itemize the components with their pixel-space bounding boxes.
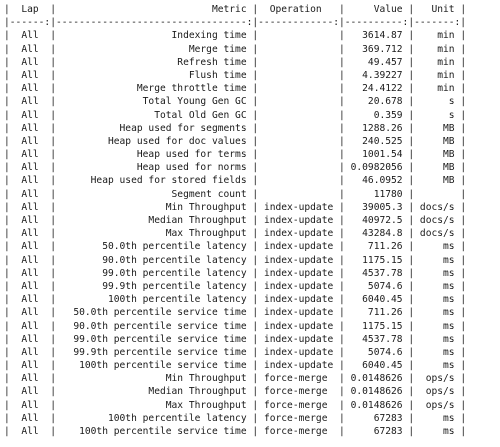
cell-unit [414,189,460,200]
cell-lap: All [9,267,51,279]
cell-lap: All [9,241,51,253]
cell-lap: All [9,360,51,372]
cell-operation: force-merge [258,412,340,424]
cell-lap: All [9,333,51,345]
cell-metric: 100th percentile service time [56,426,253,437]
cell-value: 40972.5 [344,215,409,226]
cell-unit: MB [414,162,461,174]
cell-lap: All [9,215,51,226]
cell-operation: index-update [258,201,340,213]
cell-metric: 99.9th percentile latency [56,280,253,292]
table-row: | All | 50.0th percentile latency | index-update | 711.26 | ms | [4,241,467,253]
cell-unit: ms [414,254,461,266]
header-separator: |------:|---------------------------------:|-------------:|----------:|-------:| [4,17,467,29]
cell-unit: MB [414,135,461,147]
cell-lap: All [9,254,51,266]
table-row: | All | 100th percentile service time | index-update | 6040.45 | ms | [4,360,467,372]
cell-unit: ms [414,320,461,332]
cell-unit: ms [414,333,461,345]
cell-operation: force-merge [258,373,340,385]
cell-metric: Max Throughput [56,399,253,411]
table-row: | All | Total Old Gen GC | | 0.359 | s | [4,109,467,121]
cell-operation: index-update [258,280,340,292]
table-row: | All | 99.0th percentile service time | index-update | 4537.78 | ms | [4,333,467,345]
cell-value: 24.4122 [344,83,409,95]
cell-metric: Heap used for norms [56,162,253,174]
table-row: | All | 50.0th percentile service time | index-update | 711.26 | ms | [4,307,467,319]
cell-lap: All [9,30,51,42]
cell-operation: index-update [258,294,340,306]
cell-unit: MB [414,149,461,161]
cell-operation [258,149,339,160]
cell-metric: 50.0th percentile latency [56,241,253,253]
table-row: | All | Heap used for stored fields | | 46.0952 | MB | [4,175,467,187]
cell-unit: s [414,96,461,108]
cell-value: 11780 [344,188,409,200]
cell-operation [258,57,339,68]
cell-unit: ops/s [414,373,461,385]
cell-unit: ms [414,412,461,424]
cell-unit: docs/s [414,215,461,226]
table-row: | All | 99.9th percentile service time | index-update | 5074.6 | ms | [4,346,467,358]
cell-unit: docs/s [414,228,461,240]
cell-metric: 100th percentile latency [56,294,253,306]
cell-metric: Segment count [56,188,253,200]
cell-lap: All [9,294,51,306]
cell-unit: ms [414,241,461,253]
table-row: | All | 90.0th percentile latency | index-update | 1175.15 | ms | [4,254,467,266]
cell-lap: All [9,188,51,200]
cell-unit: min [414,56,461,68]
cell-lap: All [9,56,51,68]
cell-operation [258,96,339,107]
cell-value: 46.0952 [344,175,409,187]
cell-metric: Refresh time [56,56,253,68]
table-body [4,29,500,438]
cell-operation: index-update [258,320,340,332]
cell-operation [258,110,339,121]
cell-operation: force-merge [258,399,340,411]
cell-operation: index-update [258,254,340,266]
cell-value: 4.39227 [344,69,409,81]
table-row: | All | Flush time | | 4.39227 | min | [4,69,467,81]
cell-metric: 100th percentile service time [56,360,253,372]
cell-value: 0.0148626 [344,386,409,398]
cell-unit: MB [414,122,461,134]
cell-value: 0.359 [344,109,409,121]
table-row: | All | Merge throttle time | | 24.4122 | min | [4,83,467,95]
cell-unit: min [414,30,461,42]
table-row: | All | Median Throughput | index-update | 40972.5 | docs/s | [4,215,467,226]
cell-metric: Flush time [56,69,253,81]
cell-value: 43284.8 [344,228,409,240]
cell-metric: Min Throughput [56,373,253,385]
cell-value: 711.26 [344,307,409,319]
table-row: | All | Refresh time | | 49.457 | min | [4,56,467,68]
cell-metric: 99.0th percentile latency [56,267,253,279]
cell-lap: All [9,386,51,398]
cell-value: 5074.6 [344,346,409,358]
cell-metric: 90.0th percentile service time [56,320,253,332]
cell-operation [258,30,339,41]
cell-unit: s [414,109,461,121]
cell-unit: ops/s [414,399,461,411]
cell-operation: index-update [258,346,340,358]
cell-value: 1001.54 [344,149,409,161]
cell-unit: min [414,83,461,95]
cell-lap: All [9,412,51,424]
cell-metric: Median Throughput [56,386,253,398]
cell-metric: Merge throttle time [56,83,253,95]
table-row: | All | 100th percentile latency | index-update | 6040.45 | ms | [4,294,467,306]
cell-operation: index-update [258,360,340,372]
cell-lap: All [9,307,51,319]
cell-operation [258,162,339,173]
cell-lap: All [9,122,51,134]
header-metric: Metric [56,4,253,15]
cell-value: 49.457 [344,56,409,68]
cell-operation [258,175,339,186]
table-row: | All | 99.0th percentile latency | index-update | 4537.78 | ms | [4,267,467,279]
table-row: | All | Max Throughput | index-update | 43284.8 | docs/s | [4,228,467,240]
cell-unit: ms [414,426,461,437]
cell-metric: Max Throughput [56,228,253,240]
cell-lap: All [9,43,51,55]
header-unit: Unit [414,4,461,15]
cell-value: 20.678 [344,96,409,108]
cell-unit: ops/s [414,386,461,398]
cell-value: 6040.45 [344,294,409,306]
cell-lap: All [9,280,51,292]
cell-value: 3614.87 [344,30,409,42]
table-row: | All | Heap used for norms | | 0.0982056 | MB | [4,162,467,174]
cell-lap: All [9,373,51,385]
cell-operation: index-update [258,267,340,279]
table-row: | All | Indexing time | | 3614.87 | min | [4,30,467,42]
cell-lap: All [9,96,51,108]
cell-lap: All [9,320,51,332]
cell-metric: 90.0th percentile latency [56,254,253,266]
cell-metric: Indexing time [56,30,253,42]
cell-unit: ms [414,360,461,372]
header-value: Value [344,4,409,15]
cell-unit: ms [414,307,461,319]
cell-unit: docs/s [414,201,461,213]
cell-lap: All [9,346,51,358]
cell-value: 1288.26 [344,122,409,134]
table-row: | All | Max Throughput | force-merge | 0.0148626 | ops/s | [4,399,467,411]
cell-lap: All [9,83,51,95]
cell-metric: Heap used for doc values [56,135,253,147]
cell-unit: MB [414,175,461,187]
cell-metric: 99.0th percentile service time [56,333,253,345]
table-row: | All | Heap used for doc values | | 240.525 | MB | [4,135,467,147]
cell-value: 67283 [344,426,409,437]
table-row: | All | 99.9th percentile latency | index-update | 5074.6 | ms | [4,280,467,292]
table-row: | All | Total Young Gen GC | | 20.678 | s | [4,96,467,108]
cell-lap: All [9,135,51,147]
table-row: | All | Merge time | | 369.712 | min | [4,43,467,55]
cell-value: 4537.78 [344,267,409,279]
table-row: | All | Median Throughput | force-merge | 0.0148626 | ops/s | [4,386,467,398]
header-operation: Operation [258,4,340,15]
cell-value: 0.0148626 [344,373,409,385]
cell-lap: All [9,228,51,240]
cell-value: 369.712 [344,43,409,55]
cell-metric: Total Old Gen GC [56,109,253,121]
cell-value: 711.26 [344,241,409,253]
cell-unit: min [414,69,461,81]
cell-operation: index-update [258,215,340,226]
cell-value: 240.525 [344,135,409,147]
cell-operation: index-update [258,241,340,253]
cell-unit: min [414,43,461,55]
table-row: | All | Min Throughput | index-update | 39005.3 | docs/s | [4,201,467,213]
table-row: | All | Min Throughput | force-merge | 0.0148626 | ops/s | [4,373,467,385]
cell-value: 5074.6 [344,280,409,292]
table-row: | All | 100th percentile latency | force-merge | 67283 | ms | [4,412,467,424]
cell-value: 1175.15 [344,254,409,266]
cell-lap: All [9,149,51,161]
cell-operation [258,70,339,81]
cell-value: 0.0148626 [344,399,409,411]
cell-operation: force-merge [258,386,340,398]
cell-metric: 99.9th percentile service time [56,346,253,358]
table-row: | All | Heap used for segments | | 1288.26 | MB | [4,122,467,134]
cell-metric: Median Throughput [56,215,253,226]
cell-metric: 50.0th percentile service time [56,307,253,319]
cell-operation: index-update [258,333,340,345]
cell-metric: Heap used for segments [56,122,253,134]
cell-value: 6040.45 [344,360,409,372]
cell-metric: 100th percentile latency [56,412,253,424]
cell-unit: ms [414,267,461,279]
table-row: | All | Segment count | | 11780 | | [4,188,467,200]
cell-metric: Total Young Gen GC [56,96,253,108]
cell-metric: Heap used for terms [56,149,253,161]
cell-lap: All [9,201,51,213]
cell-lap: All [9,175,51,187]
cell-value: 1175.15 [344,320,409,332]
cell-operation [258,83,339,94]
cell-operation [258,136,339,147]
table-row: | All | 100th percentile service time | force-merge | 67283 | ms | [4,426,467,437]
cell-value: 0.0982056 [344,162,409,174]
cell-lap: All [9,426,51,437]
cell-operation: force-merge [258,426,340,437]
table-row: | All | Heap used for terms | | 1001.54 | MB | [4,149,467,161]
cell-metric: Min Throughput [56,201,253,213]
cell-lap: All [9,399,51,411]
cell-value: 67283 [344,412,409,424]
cell-lap: All [9,109,51,121]
cell-value: 4537.78 [344,333,409,345]
cell-lap: All [9,69,51,81]
header-lap: Lap [9,4,51,15]
cell-operation [258,44,339,55]
cell-unit: ms [414,294,461,306]
table-header: | Lap | Metric | Operation | Value | Unit | [4,4,467,15]
cell-operation [258,189,339,200]
cell-unit: ms [414,346,461,358]
cell-operation [258,123,339,134]
cell-lap: All [9,162,51,174]
cell-metric: Heap used for stored fields [56,175,253,187]
cell-operation: index-update [258,307,340,319]
cell-operation: index-update [258,228,340,240]
cell-metric: Merge time [56,43,253,55]
cell-unit: ms [414,280,461,292]
table-row: | All | 90.0th percentile service time | index-update | 1175.15 | ms | [4,320,467,332]
cell-value: 39005.3 [344,201,409,213]
